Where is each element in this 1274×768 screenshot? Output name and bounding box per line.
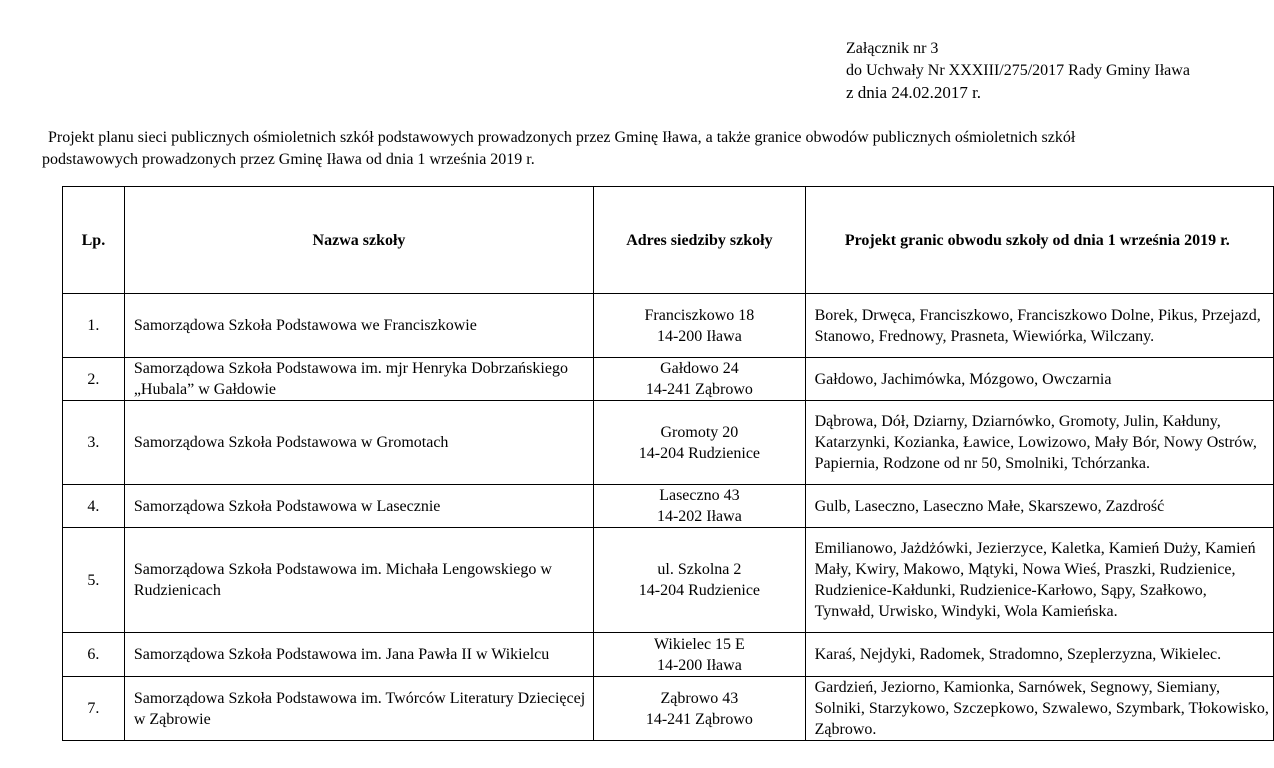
table-row xyxy=(63,358,1274,401)
row-number: 6. xyxy=(63,633,125,677)
school-name: Samorządowa Szkoła Podstawowa w Gromotach xyxy=(124,401,593,485)
address-postcode: 14-241 Ząbrowo xyxy=(645,381,753,398)
school-name: Samorządowa Szkoła Podstawowa im. Twórców Literatury Dziecięcej w Ząbrowie xyxy=(124,677,593,741)
column-header-address: Adres siedziby szkoły xyxy=(594,187,805,294)
school-area: Gulb, Laseczno, Laseczno Małe, Skarszewo, Zazdrość xyxy=(805,485,1273,528)
school-area: Borek, Drwęca, Franciszkowo, Franciszkowo Dolne, Pikus, Przejazd, Stanowo, Frednowy, Prasneta, Wiewiórka, Wilczany. xyxy=(805,294,1273,358)
school-area: Gałdowo, Jachimówka, Mózgowo, Owczarnia xyxy=(805,358,1273,401)
document-intro xyxy=(42,127,1242,171)
table-row xyxy=(63,401,1274,485)
address-street: Wikielec 15 E xyxy=(653,635,745,653)
attachment-number: Załącznik nr 3 xyxy=(846,40,939,57)
school-address xyxy=(594,677,805,741)
address-street: Gromoty 20 xyxy=(660,423,739,441)
intro-line-1: Projekt planu sieci publicznych ośmioletnich szkół podstawowych prowadzonych przez Gminę Iława, a także granice obwodów publicznych ośmioletnich szkół xyxy=(48,129,1076,146)
table-row xyxy=(63,294,1274,358)
school-area: Gardzień, Jeziorno, Kamionka, Sarnówek, Segnowy, Siemiany, Solniki, Starzykowo, Szczepkowo, Szwalewo, Szymbark, Tłokowisko, Ząbrowo. xyxy=(805,677,1273,741)
school-name: Samorządowa Szkoła Podstawowa im. mjr Henryka Dobrzańskiego „Hubala” w Gałdowie xyxy=(124,358,593,401)
school-address xyxy=(594,633,805,677)
row-number: 7. xyxy=(63,677,125,741)
address-street: Laseczno 43 xyxy=(659,487,740,504)
table-row xyxy=(63,677,1274,741)
school-name: Samorządowa Szkoła Podstawowa we Franciszkowie xyxy=(124,294,593,358)
row-number: 5. xyxy=(63,528,125,633)
address-postcode: 14-200 Iława xyxy=(656,656,742,674)
resolution-date: z dnia 24.02.2017 r. xyxy=(846,83,982,102)
address-street: Franciszkowo 18 xyxy=(644,306,755,324)
address-postcode: 14-200 Iława xyxy=(656,327,742,345)
resolution-reference: do Uchwały Nr XXXIII/275/2017 Rady Gminy Iława xyxy=(846,62,1190,79)
school-address xyxy=(594,528,805,633)
school-area: Karaś, Nejdyki, Radomek, Stradomno, Szeplerzyzna, Wikielec. xyxy=(805,633,1273,677)
table-row xyxy=(63,485,1274,528)
document-header xyxy=(846,38,1190,104)
table-row xyxy=(63,528,1274,633)
row-number: 3. xyxy=(63,401,125,485)
school-address xyxy=(594,401,805,485)
school-name: Samorządowa Szkoła Podstawowa im. Michała Lengowskiego w Rudzienicach xyxy=(124,528,593,633)
column-header-area: Projekt granic obwodu szkoły od dnia 1 września 2019 r. xyxy=(805,187,1273,294)
row-number: 4. xyxy=(63,485,125,528)
address-street: Ząbrowo 43 xyxy=(660,689,739,707)
school-address xyxy=(594,358,805,401)
table-row xyxy=(63,633,1274,677)
address-postcode: 14-241 Ząbrowo xyxy=(645,710,753,728)
school-address xyxy=(594,485,805,528)
school-address xyxy=(594,294,805,358)
column-header-name: Nazwa szkoły xyxy=(124,187,593,294)
address-street: ul. Szkolna 2 xyxy=(657,561,742,578)
row-number: 2. xyxy=(63,358,125,401)
row-number: 1. xyxy=(63,294,125,358)
school-area: Dąbrowa, Dół, Dziarny, Dziarnówko, Gromoty, Julin, Kałduny, Katarzynki, Kozianka, Ławice, Lowizowo, Mały Bór, Nowy Ostrów, Papiernia, Rodzone od nr 50, Smolniki, Tchórzanka. xyxy=(805,401,1273,485)
school-area: Emilianowo, Jażdżówki, Jezierzyce, Kaletka, Kamień Duży, Kamień Mały, Kwiry, Makowo, Mątyki, Nowa Wieś, Praszki, Rudzienice, Rudzienice-Kałdunki, Rudzienice-Karłowo, Sąpy, Szałkowo, Tynwałd, Urwisko, Windyki, Wola Kamieńska. xyxy=(805,528,1273,633)
address-postcode: 14-202 Iława xyxy=(656,508,742,525)
address-postcode: 14-204 Rudzienice xyxy=(638,444,761,462)
schools-table xyxy=(62,186,1274,741)
column-header-lp: Lp. xyxy=(63,187,125,294)
address-street: Gałdowo 24 xyxy=(660,360,739,377)
table-header-row xyxy=(63,187,1274,294)
intro-line-2: podstawowych prowadzonych przez Gminę Iława od dnia 1 września 2019 r. xyxy=(42,151,535,168)
school-name: Samorządowa Szkoła Podstawowa w Lasecznie xyxy=(124,485,593,528)
school-name: Samorządowa Szkoła Podstawowa im. Jana Pawła II w Wikielcu xyxy=(124,633,593,677)
address-postcode: 14-204 Rudzienice xyxy=(638,582,761,599)
